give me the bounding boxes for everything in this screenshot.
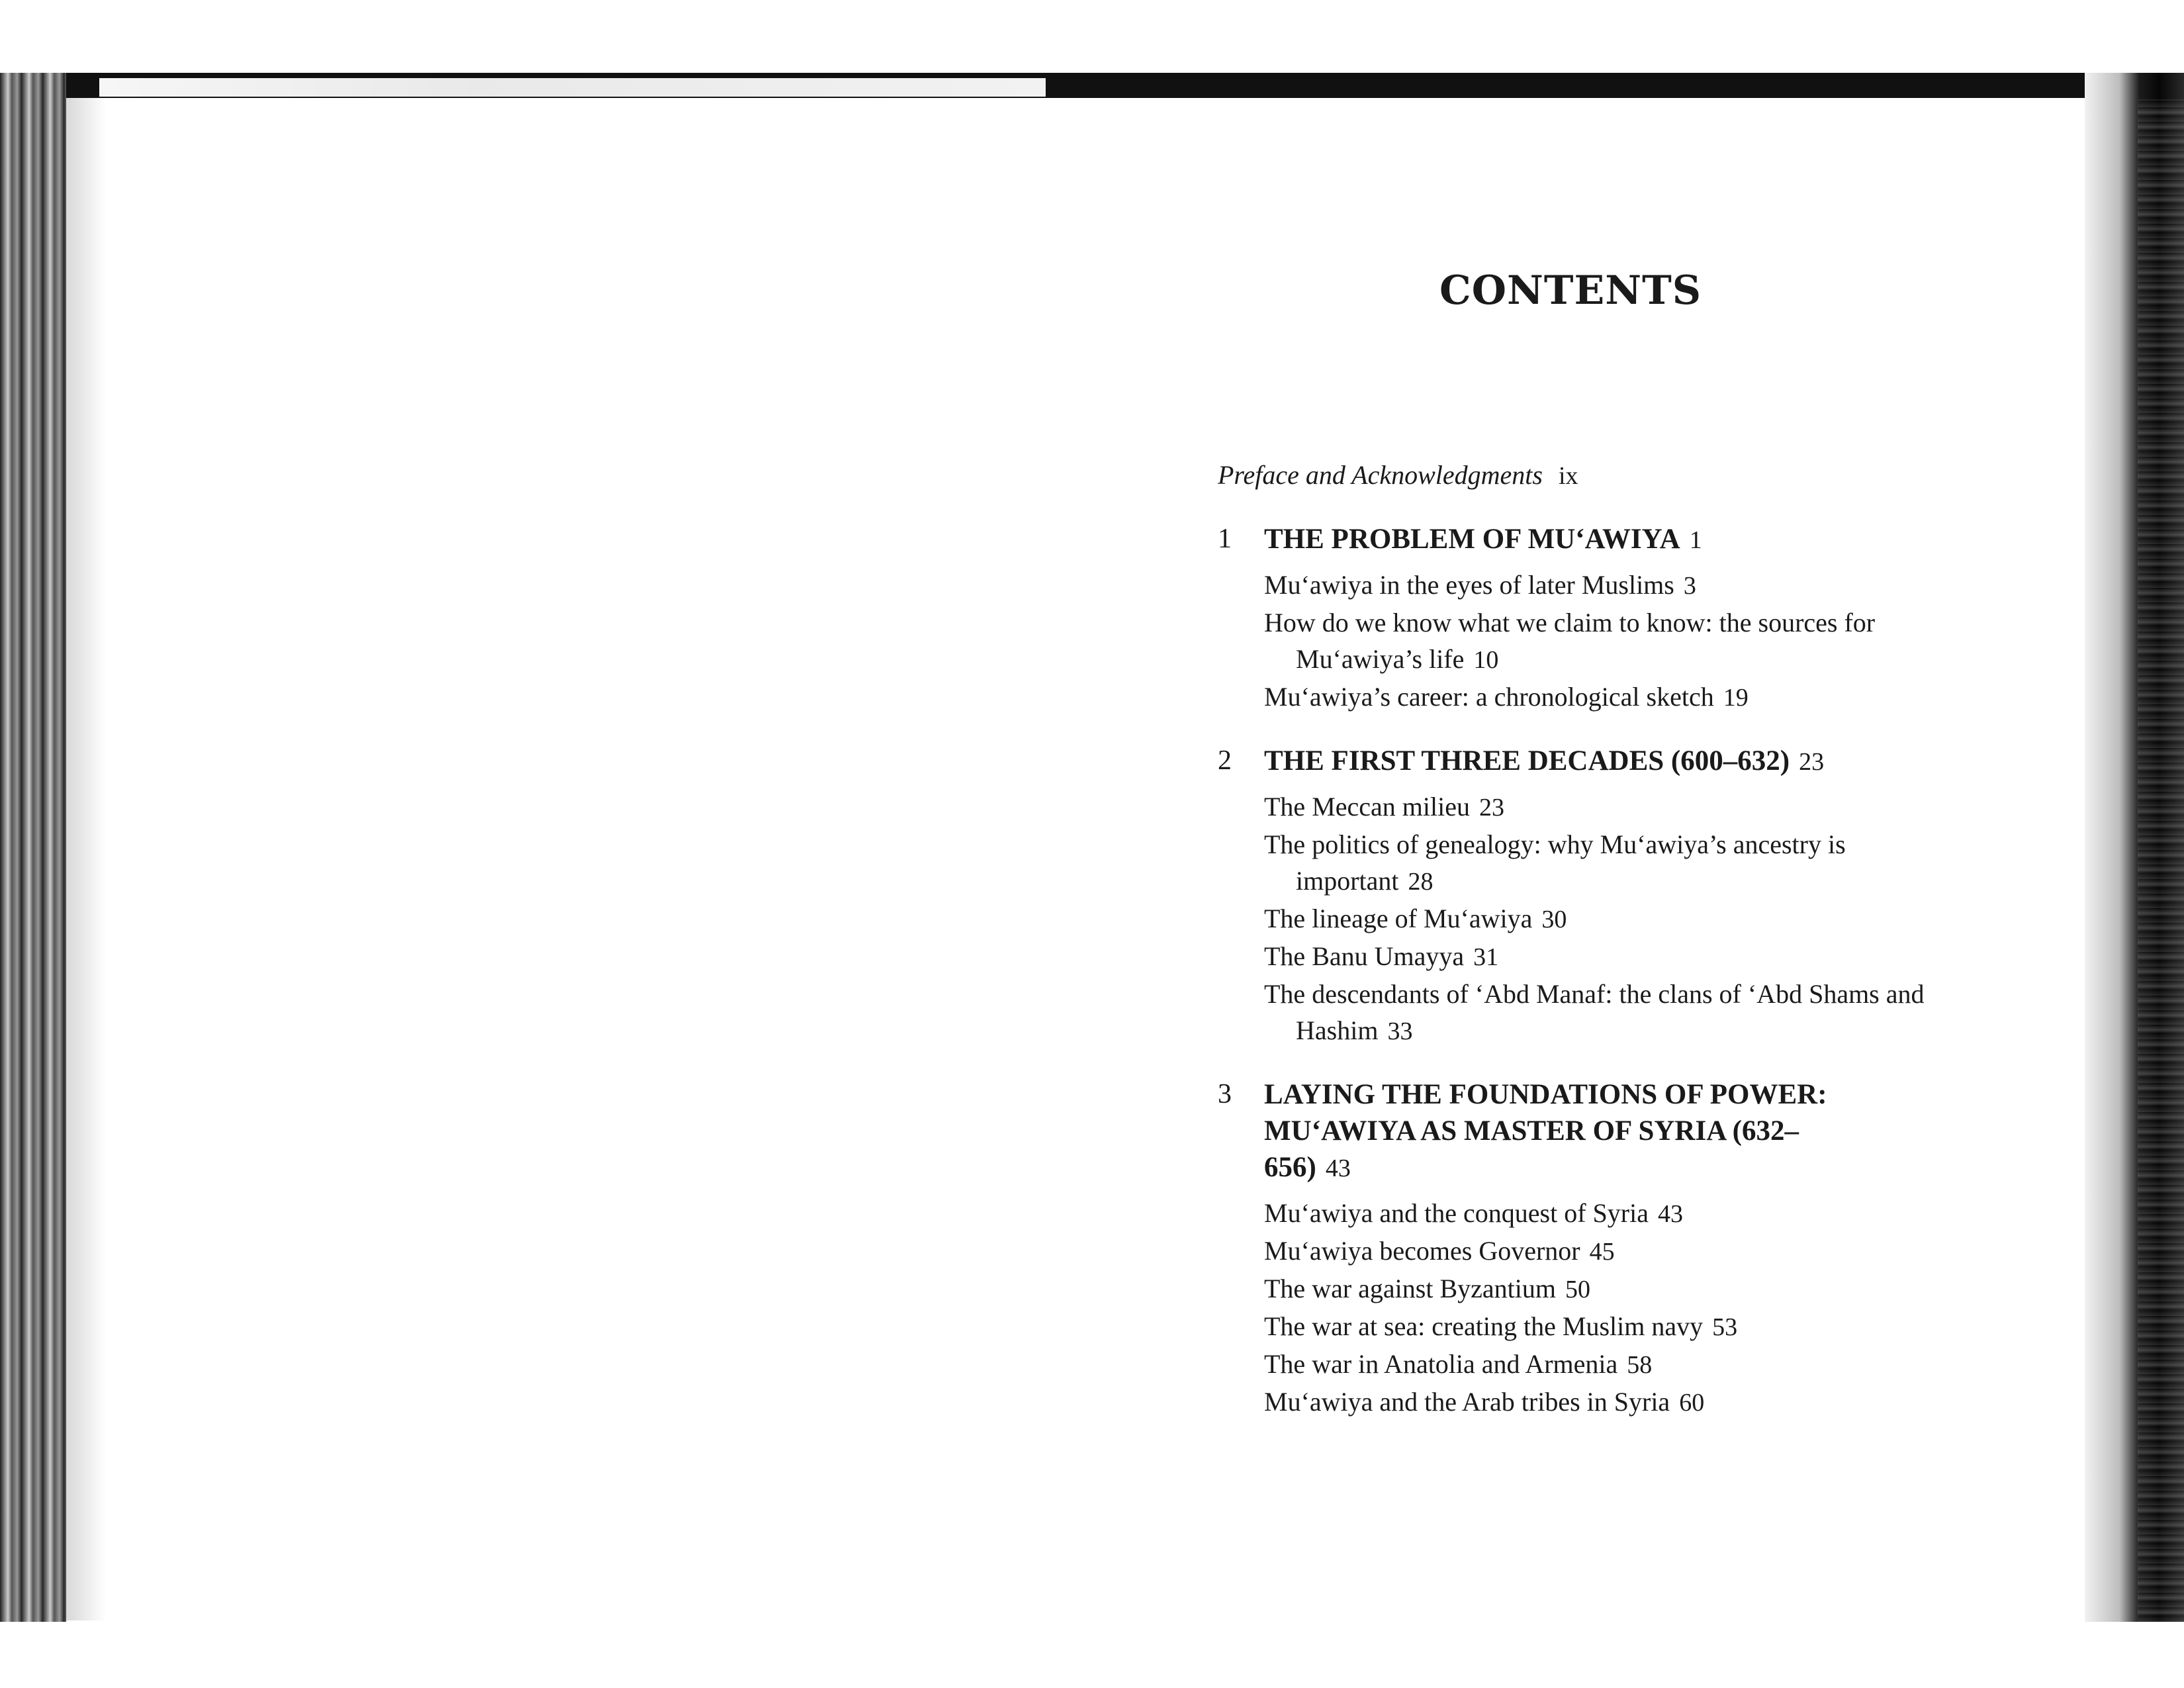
- section-page: 28: [1408, 868, 1433, 896]
- chapter-title: LAYING THE FOUNDATIONS OF POWER: MU‘AWIYA AS MASTER OF SYRIA (632–656) 43: [1264, 1079, 1827, 1183]
- section-entry[interactable]: Mu‘awiya’s career: a chronological sketch 19: [1264, 682, 1749, 712]
- section-entry[interactable]: Mu‘awiya and the conquest of Syria 43: [1264, 1198, 1683, 1228]
- chapter-number: 3: [1218, 1079, 1232, 1109]
- chapter-page: 1: [1689, 526, 1702, 554]
- scan-top-paper-edge: [99, 78, 1046, 97]
- section-entry[interactable]: The war against Byzantium 50: [1264, 1274, 1590, 1303]
- scan-left-edge: [0, 73, 66, 1622]
- section-page: 23: [1479, 794, 1504, 821]
- section-entry[interactable]: The lineage of Mu‘awiya 30: [1264, 904, 1567, 933]
- chapter-3: [1218, 1076, 1946, 1421]
- chapter-title: THE PROBLEM OF MU‘AWIYA 1: [1264, 524, 1702, 555]
- section-page: 33: [1387, 1017, 1413, 1045]
- scan-bottom-area: [0, 1622, 2184, 1688]
- section-page: 30: [1541, 906, 1567, 933]
- chapter-1-heading[interactable]: [1218, 521, 1946, 559]
- section-page: 50: [1565, 1276, 1590, 1303]
- section-entry[interactable]: The descendants of ‘Abd Manaf: the clans of ‘Abd Shams and Hashim 33: [1264, 979, 1925, 1045]
- table-of-contents: [1218, 457, 1946, 1448]
- chapter-number: 1: [1218, 524, 1232, 554]
- chapter-number: 2: [1218, 745, 1232, 776]
- section-entry[interactable]: The war at sea: creating the Muslim navy 53: [1264, 1311, 1738, 1341]
- section-entry[interactable]: The Banu Umayya 31: [1264, 941, 1499, 971]
- section-entry[interactable]: How do we know what we claim to know: the sources for Mu‘awiya’s life 10: [1264, 608, 1876, 674]
- preface-page: ix: [1558, 462, 1578, 490]
- section-entry[interactable]: The politics of genealogy: why Mu‘awiya’s ancestry is important 28: [1264, 829, 1846, 896]
- chapter-2-sections: [1264, 788, 1946, 1050]
- scan-right-speckle: [2138, 99, 2184, 1622]
- chapter-page: 23: [1799, 748, 1825, 776]
- chapter-2-heading[interactable]: [1218, 743, 1946, 780]
- section-entry[interactable]: Mu‘awiya and the Arab tribes in Syria 60: [1264, 1387, 1705, 1417]
- section-page: 53: [1712, 1313, 1738, 1341]
- section-page: 45: [1589, 1238, 1615, 1266]
- chapter-title: THE FIRST THREE DECADES (600–632) 23: [1264, 745, 1825, 776]
- section-page: 19: [1723, 684, 1749, 712]
- section-entry[interactable]: Mu‘awiya in the eyes of later Muslims 3: [1264, 570, 1696, 600]
- section-page: 31: [1473, 943, 1499, 971]
- section-page: 60: [1679, 1389, 1705, 1417]
- section-page: 58: [1627, 1351, 1653, 1379]
- section-page: 10: [1473, 646, 1499, 674]
- section-entry[interactable]: Mu‘awiya becomes Governor 45: [1264, 1236, 1615, 1266]
- toc-preface-entry[interactable]: [1218, 457, 1946, 494]
- chapter-1-sections: [1264, 567, 1946, 716]
- section-page: 3: [1683, 572, 1696, 600]
- scan-left-shadow: [66, 98, 106, 1620]
- preface-title: Preface and Acknowledgments: [1218, 460, 1543, 490]
- chapter-page: 43: [1325, 1154, 1351, 1182]
- chapter-2: [1218, 743, 1946, 1050]
- section-entry[interactable]: The war in Anatolia and Armenia 58: [1264, 1349, 1653, 1379]
- chapter-3-heading[interactable]: [1218, 1076, 1946, 1187]
- page-title: CONTENTS: [1439, 267, 1702, 314]
- chapter-3-sections: [1264, 1195, 1946, 1421]
- section-entry[interactable]: The Meccan milieu 23: [1264, 792, 1504, 821]
- chapter-1: [1218, 521, 1946, 716]
- section-page: 43: [1657, 1200, 1683, 1228]
